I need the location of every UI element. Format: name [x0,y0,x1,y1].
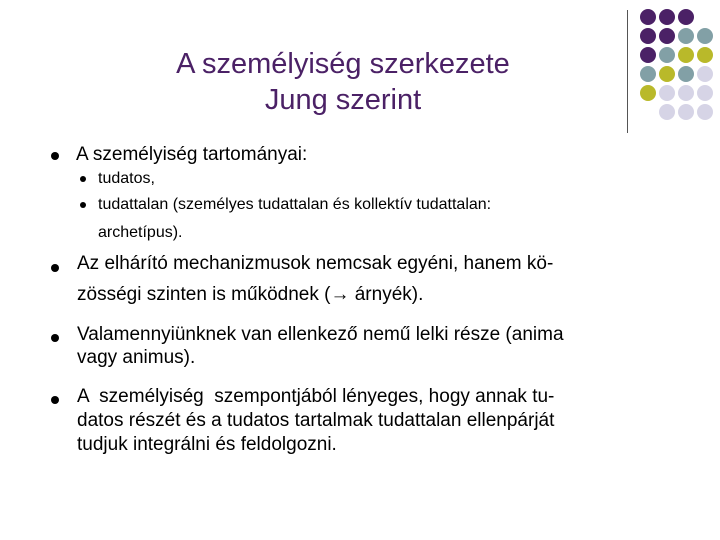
sub-bullet-text: tudattalan (személyes tudattalan és kollektív tudattalan: [98,196,492,213]
decorative-dot [678,85,694,101]
bullet-text-continued: tudjuk integrálni és feldolgozni. [77,434,337,455]
decorative-dot [697,47,713,63]
divider-line [627,10,628,133]
sub-bullet-text-continued: archetípus). [98,224,183,241]
decorative-dot [659,104,675,120]
decorative-dot [659,28,675,44]
decorative-dot [659,66,675,82]
decorative-dot [640,9,656,25]
decorative-dot [697,66,713,82]
decorative-dot [640,28,656,44]
decorative-dot [697,104,713,120]
sub-bullet-dot-icon [80,202,86,208]
decorative-dot [678,47,694,63]
decorative-dot [659,47,675,63]
bullet-text: Az elhárító mechanizmusok nemcsak egyéni, hanem kö- [77,253,554,274]
sub-bullet-dot-icon [80,176,86,182]
decorative-dot [678,104,694,120]
decorative-dot [659,85,675,101]
decorative-dot [678,28,694,44]
decorative-dot [697,28,713,44]
decorative-dot [678,9,694,25]
decorative-dot [697,85,713,101]
bullet-text-continued: zösségi szinten is működnek (→ árnyék). [77,284,424,305]
title-line-1: A személyiség szerkezete [176,48,510,80]
decorative-dot [640,85,656,101]
bullet-text: Valamennyiünknek van ellenkező nemű lelki része (anima [77,324,564,345]
sub-bullet-text: tudatos, [98,170,155,187]
bullet-dot-icon [51,334,59,342]
title-line-2: Jung szerint [264,84,422,116]
bullet-text-continued: datos részét és a tudatos tartalmak tudattalan ellenpárját [77,410,555,431]
bullet-dot-icon [51,152,59,160]
slide-title [60,46,626,118]
decorative-dot [640,66,656,82]
bullet-text-continued: vagy animus). [77,347,196,368]
bullet-text: A személyiség tartományai: [76,144,308,165]
decorative-dot [640,47,656,63]
bullet-dot-icon [51,264,59,272]
bullet-dot-icon [51,396,59,404]
decorative-dot [659,9,675,25]
decorative-dot [678,66,694,82]
bullet-text: A személyiség szempontjából lényeges, hogy annak tu- [77,386,555,407]
decorative-dot-grid [640,9,720,119]
